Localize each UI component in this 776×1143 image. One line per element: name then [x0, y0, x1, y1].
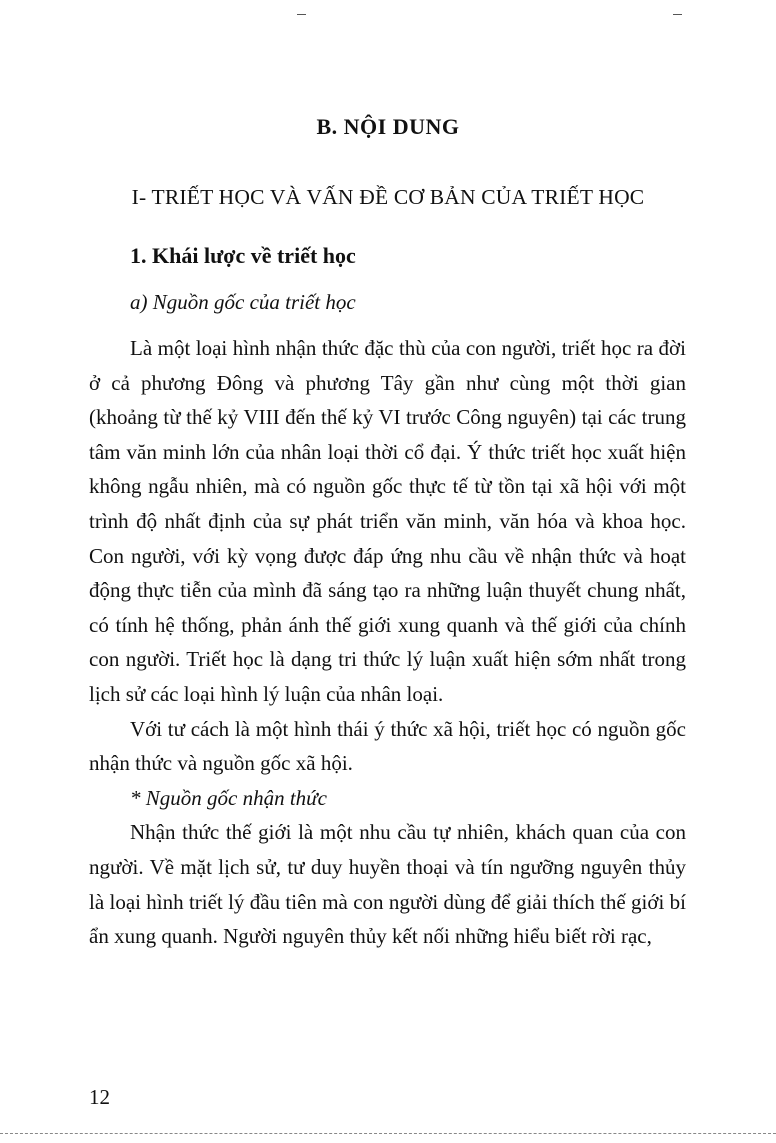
subsection-heading: 1. Khái lược về triết học [130, 243, 356, 268]
paragraph-4: Nhận thức thế giới là một nhu cầu tự nhiên, khách quan của con người. Về mặt lịch sử, tư duy huyền thoại và tín ngưỡng nguyên thủy là loại hình triết lý đầu tiên mà con người dùng để giải thích thế giới bí ẩn xung quanh. Người nguyên thủy kết nối những hiểu biết rời rạc, [89, 820, 686, 949]
subsection-subheading: a) Nguồn gốc của triết học [130, 290, 356, 314]
bottom-rule [0, 1133, 776, 1135]
top-mark-left [297, 14, 306, 15]
part-title: I- TRIẾT HỌC VÀ VẤN ĐỀ CƠ BẢN CỦA TRIẾT HỌC [131, 185, 645, 209]
body-text [89, 331, 686, 954]
top-mark-right [673, 14, 682, 15]
section-title: B. NỘI DUNG [316, 114, 460, 139]
page-number: 12 [89, 1085, 110, 1109]
paragraph-1: Là một loại hình nhận thức đặc thù của con người, triết học ra đời ở cả phương Đông và phương Tây gần như cùng một thời gian (khoảng từ thế kỷ VIII đến thế kỷ VI trước Công nguyên) tại các trung tâm văn minh lớn của nhân loại thời cổ đại. Ý thức triết học xuất hiện không ngẫu nhiên, mà có nguồn gốc thực tế từ tồn tại xã hội với một trình độ nhất định của sự phát triển văn minh, văn hóa và khoa học. Con người, với kỳ vọng được đáp ứng nhu cầu về nhận thức và hoạt động thực tiễn của mình đã sáng tạo ra những luận thuyết chung nhất, có tính hệ thống, phản ánh thế giới xung quanh và thế giới của chính con người. Triết học là dạng tri thức lý luận xuất hiện sớm nhất trong lịch sử các loại hình lý luận của nhân loại. [89, 336, 686, 706]
paragraph-heading-origin: * Nguồn gốc nhận thức [130, 785, 327, 810]
paragraph-2: Với tư cách là một hình thái ý thức xã hội, triết học có nguồn gốc nhận thức và nguồn gốc xã hội. [89, 716, 686, 776]
